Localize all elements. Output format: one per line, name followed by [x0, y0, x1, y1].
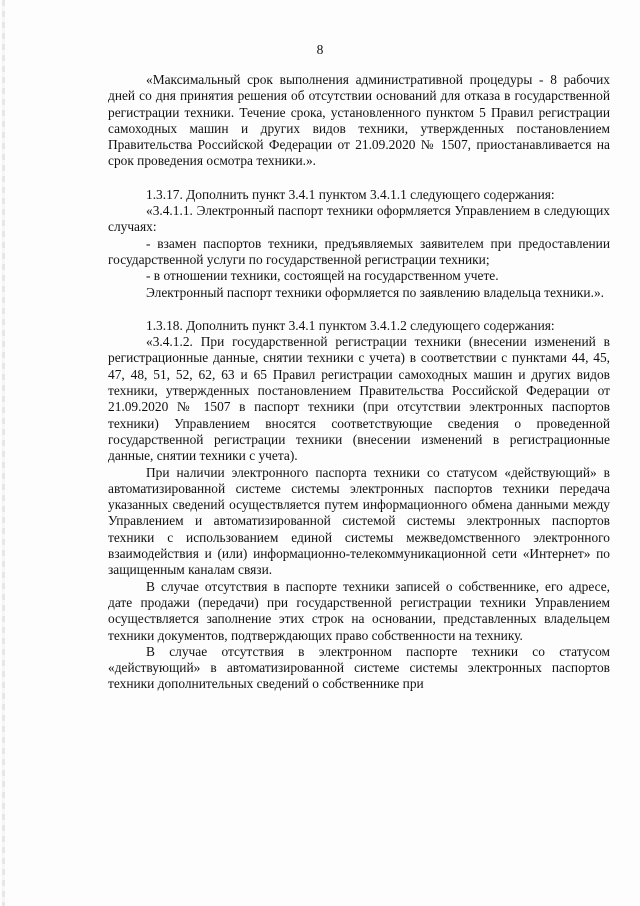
list-item-replacement: - взамен паспортов техники, предъявляемых заявителем при предоставлении государственной услуги по государственной регистрации техники;: [108, 235, 610, 267]
paragraph-electronic-passport-status: При наличии электронного паспорта техники со статусом «действующий» в автоматизированной системе системы электронных паспортов техники передача указанных сведений осуществляется путем информационного обмена данными между Управлением и автоматизированной системой системы электронных паспортов техники с использованием единой системы межведомственного электронного взаимодействия и (или) информационно-телекоммуникационной сети «Интернет» по защищенным каналам связи.: [108, 464, 610, 578]
paragraph-owner-request: Электронный паспорт техники оформляется по заявлению владельца техники.».: [146, 284, 604, 300]
paragraph-3-4-1-2: «3.4.1.2. При государственной регистрации техники (внесении изменений в регистрационные данные, снятии техники с учета) в соответствии с пунктами 44, 45, 47, 48, 51, 52, 62, 63 и 65 Правил регистрации самоходных машин и других видов техники, утвержденных постановлением Правительства Российской Федерации от 21.09.2020 № 1507 в паспорт техники (при отсутствии электронных паспортов техники) Управлением вносятся соответствующие сведения о проведенной государственной регистрации техники (внесении изменений в регистрационные данные, снятии техники с учета).: [108, 334, 610, 464]
list-item-registered: - в отношении техники, состоящей на государственном учете.: [146, 268, 499, 284]
paragraph-1-3-18: 1.3.18. Дополнить пункт 3.4.1 пунктом 3.4.1.2 следующего содержания:: [146, 317, 555, 333]
paragraph-max-term: «Максимальный срок выполнения административной процедуры - 8 рабочих дней со дня принятия решения об отсутствии оснований для отказа в государственной регистрации техники. Течение срока, установленного пунктом 5 Правил регистрации самоходных машин и других видов техники, утвержденных постановлением Правительства Российской Федерации от 21.09.2020 № 1507, приостанавливается на срок проведения осмотра техники.».: [108, 72, 610, 169]
scan-edge-shadow: [2, 0, 5, 906]
page-number: 8: [316, 42, 324, 57]
paragraph-additional-owner-info: В случае отсутствия в электронном паспорте техники со статусом «действующий» в автоматизированной системе системы электронных паспортов техники дополнительных сведений о собственнике при: [108, 643, 610, 692]
paragraph-owner-records: В случае отсутствия в паспорте техники записей о собственнике, его адресе, дате продажи (передачи) при государственной регистрации техники Управлением осуществляется заполнение этих строк на основании, представленных владельцем техники документов, подтверждающих право собственности на технику.: [108, 578, 610, 643]
paragraph-1-3-17: 1.3.17. Дополнить пункт 3.4.1 пунктом 3.4.1.1 следующего содержания:: [146, 186, 555, 202]
document-body: [108, 72, 610, 693]
paragraph-3-4-1-1: «3.4.1.1. Электронный паспорт техники оформляется Управлением в следующих случаях:: [108, 203, 610, 235]
paragraph-gap: [108, 170, 610, 187]
paragraph-gap: [108, 301, 610, 318]
